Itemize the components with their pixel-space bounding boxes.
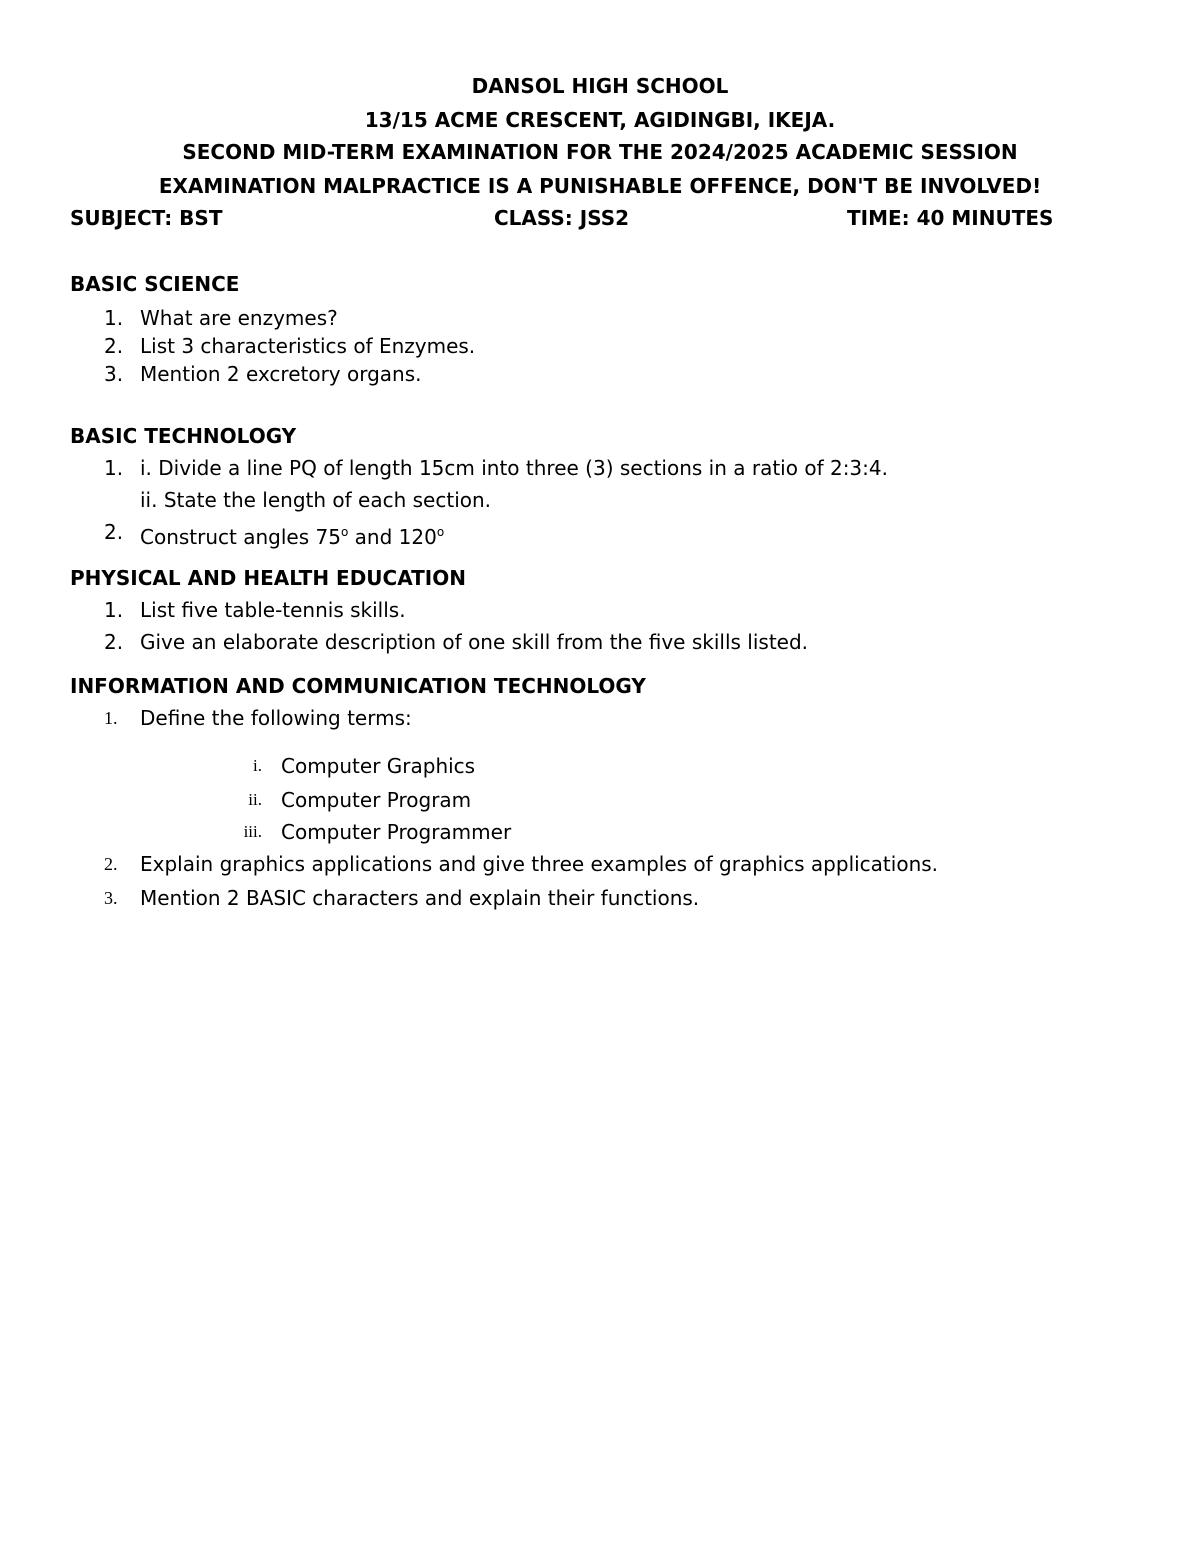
question-text bbox=[140, 518, 444, 551]
subitem-number: iii. bbox=[243, 822, 262, 841]
question-subtext: ii. State the length of each section. bbox=[140, 488, 492, 512]
degree-symbol: o bbox=[436, 525, 445, 539]
question-text: List 3 characteristics of Enzymes. bbox=[140, 334, 476, 358]
time-label: TIME: 40 MINUTES bbox=[847, 206, 1054, 230]
degree-symbol: o bbox=[340, 525, 349, 539]
question-number: 1. bbox=[104, 598, 124, 622]
question-text: Explain graphics applications and give three examples of graphics applications. bbox=[140, 852, 939, 876]
question-text: What are enzymes? bbox=[140, 306, 338, 330]
question-text: i. Divide a line PQ of length 15cm into three (3) sections in a ratio of 2:3:4. bbox=[140, 456, 888, 480]
school-name: DANSOL HIGH SCHOOL bbox=[471, 74, 729, 98]
subitem-text: Computer Programmer bbox=[281, 820, 512, 844]
subitem-number: i. bbox=[253, 756, 262, 775]
section-title-phe: PHYSICAL AND HEALTH EDUCATION bbox=[70, 566, 466, 590]
subitem-text: Computer Program bbox=[281, 788, 472, 812]
class-label: CLASS: JSS2 bbox=[494, 206, 630, 230]
question-number: 3. bbox=[104, 362, 124, 386]
subject-label: SUBJECT: BST bbox=[70, 206, 223, 230]
question-text: Define the following terms: bbox=[140, 706, 412, 730]
malpractice-warning: EXAMINATION MALPRACTICE IS A PUNISHABLE OFFENCE, DON'T BE INVOLVED! bbox=[158, 174, 1042, 198]
question-number: 2. bbox=[104, 854, 118, 874]
question-text: Mention 2 BASIC characters and explain their functions. bbox=[140, 886, 700, 910]
school-address: 13/15 ACME CRESCENT, AGIDINGBI, IKEJA. bbox=[364, 108, 836, 132]
section-title-basic-technology: BASIC TECHNOLOGY bbox=[70, 424, 297, 448]
question-text: Mention 2 excretory organs. bbox=[140, 362, 422, 386]
section-title-ict: INFORMATION AND COMMUNICATION TECHNOLOGY bbox=[70, 674, 646, 698]
question-number: 2. bbox=[104, 630, 124, 654]
question-number: 1. bbox=[104, 708, 118, 728]
question-number: 1. bbox=[104, 456, 124, 480]
question-number: 2. bbox=[104, 334, 124, 358]
subitem-text: Computer Graphics bbox=[281, 754, 476, 778]
question-number: 2. bbox=[104, 520, 124, 544]
question-text: Give an elaborate description of one skill from the five skills listed. bbox=[140, 630, 809, 654]
question-text: List five table-tennis skills. bbox=[140, 598, 406, 622]
section-title-basic-science: BASIC SCIENCE bbox=[70, 272, 240, 296]
exam-title: SECOND MID-TERM EXAMINATION FOR THE 2024/2025 ACADEMIC SESSION bbox=[182, 140, 1018, 164]
question-text-part: and 120 bbox=[348, 525, 437, 549]
question-number: 3. bbox=[104, 888, 118, 908]
question-text-part: Construct angles 75 bbox=[140, 525, 341, 549]
question-number: 1. bbox=[104, 306, 124, 330]
subitem-number: ii. bbox=[248, 790, 262, 809]
